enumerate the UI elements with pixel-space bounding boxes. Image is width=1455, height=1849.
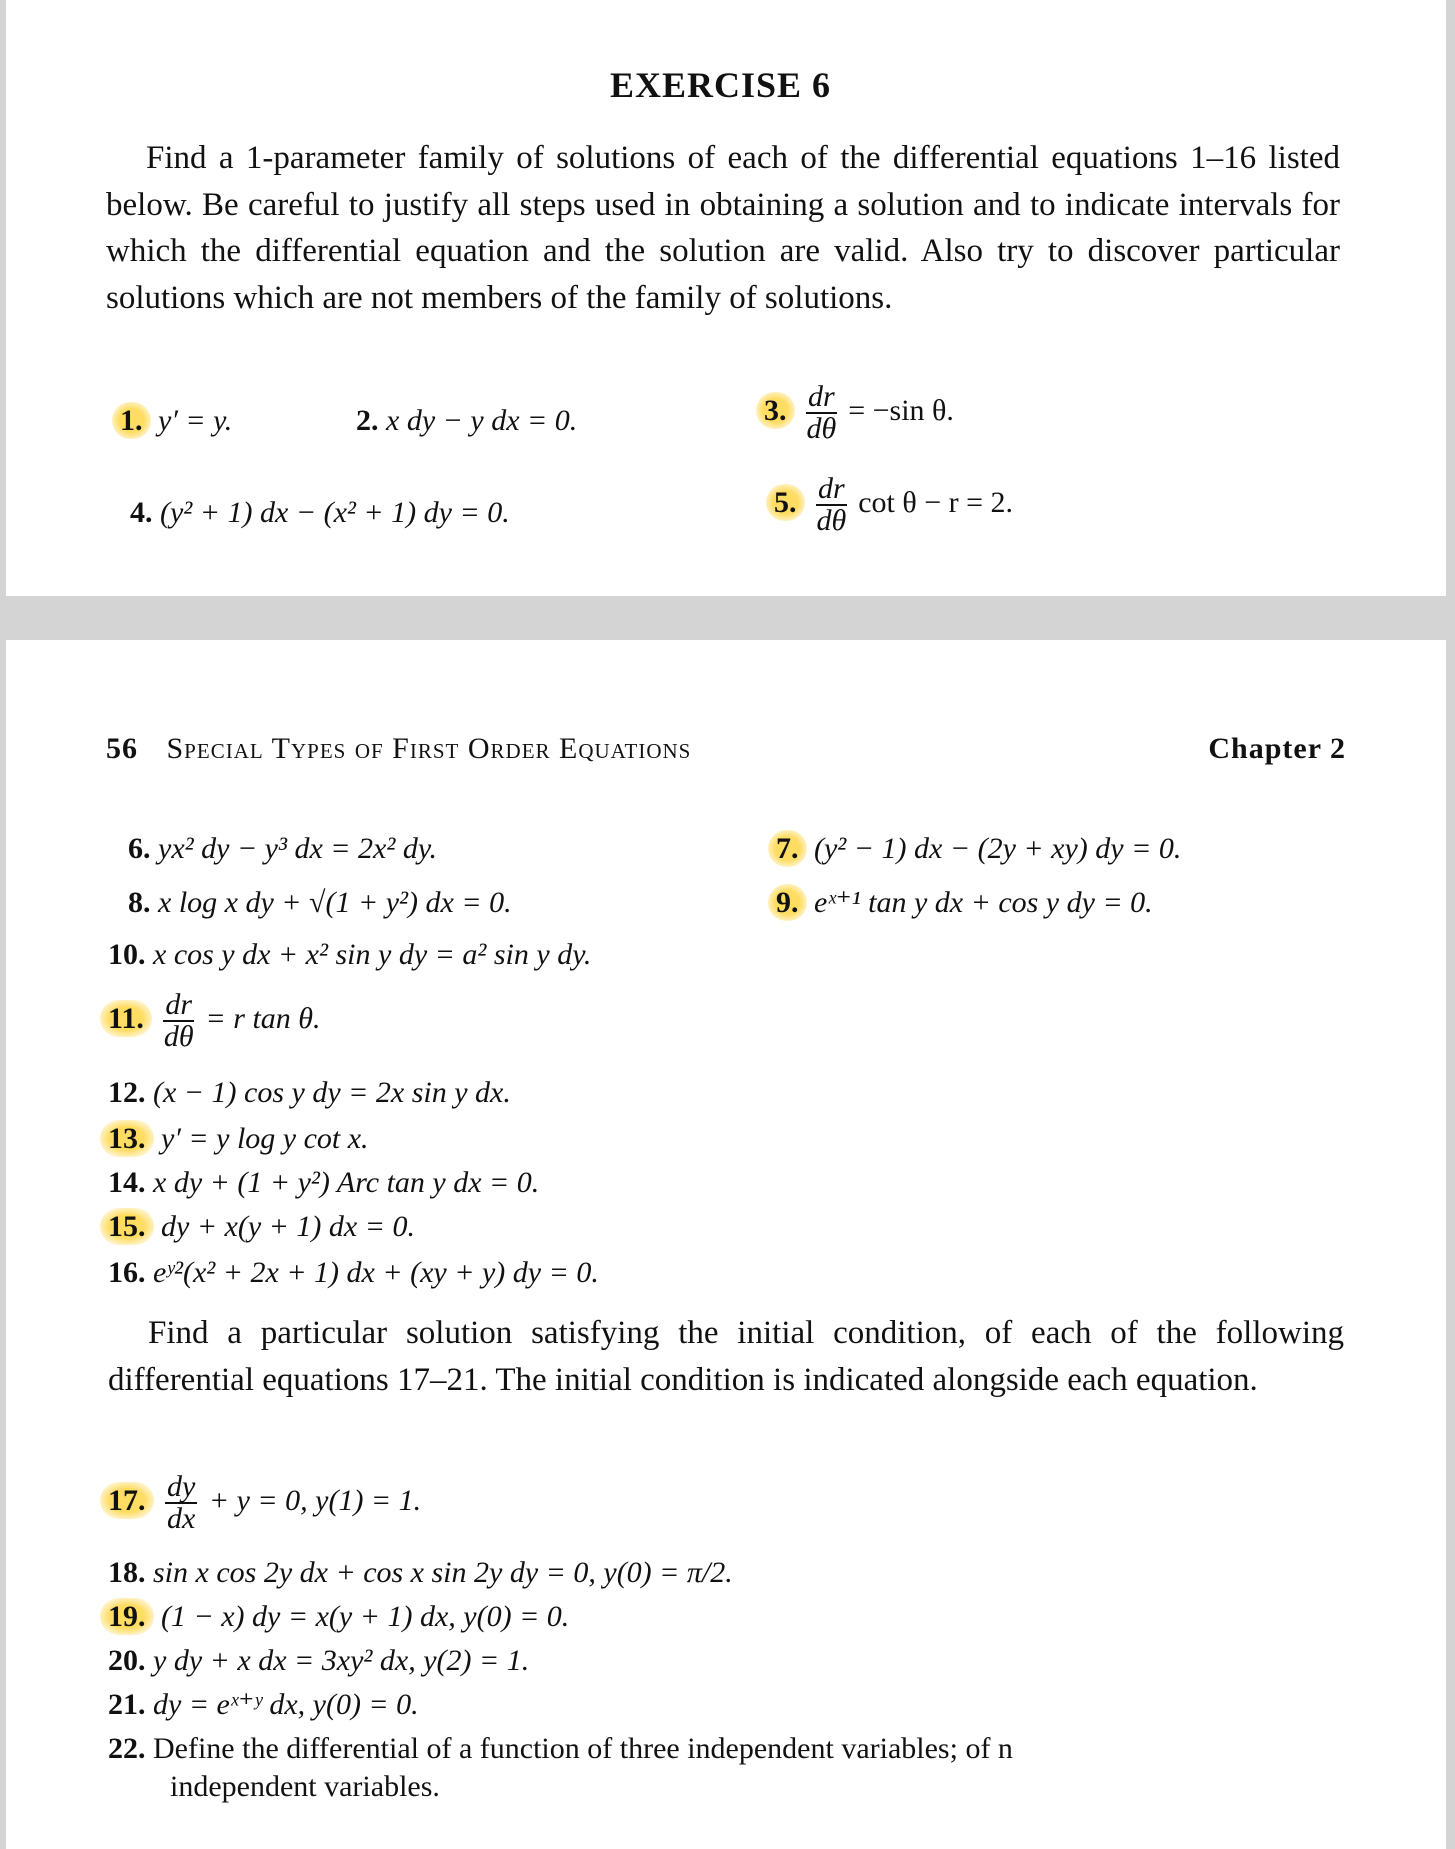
problem-number: 5.: [766, 484, 805, 521]
instructions-paragraph: [106, 135, 1340, 321]
initial-condition-text: Find a particular solution satisfying the initial condition, of each of the following differential equations 17–21. The initial condition is indicated alongside each equation.: [108, 1315, 1344, 1398]
question-text-line2: independent variables.: [170, 1770, 440, 1803]
equation: = r tan θ.: [205, 1001, 321, 1035]
problem-12: [108, 1074, 511, 1112]
problem-22: [108, 1730, 1013, 1768]
problem-number: 8.: [128, 886, 151, 919]
chapter-label: [1208, 732, 1346, 766]
problem-number: 7.: [768, 830, 807, 867]
problem-number: 20.: [108, 1644, 146, 1677]
denominator: dθ: [816, 504, 847, 537]
top-page: [6, 0, 1446, 596]
problem-17: [108, 1472, 421, 1534]
equation: x cos y dx + x² sin y dy = a² sin y dy.: [153, 938, 592, 971]
derivative-fraction: [165, 1472, 197, 1534]
problem-number: 21.: [108, 1688, 146, 1721]
problem-14: [108, 1164, 539, 1202]
problem-2: [356, 402, 577, 440]
problem-number: 6.: [128, 832, 151, 865]
equation: x log x dy + √(1 + y²) dx = 0.: [158, 886, 512, 919]
equation: (y² + 1) dx − (x² + 1) dy = 0.: [160, 496, 510, 529]
denominator: dx: [167, 1502, 196, 1535]
instructions-text: Find a 1-parameter family of solutions of each of the differential equations 1–16 listed below. Be careful to justify all steps used in obtaining a solution and to indicate intervals for which the differential equation and the solution are valid. Also try to discover particular solutions which are not members of the family of solutions.: [106, 140, 1340, 316]
problem-number: 11.: [100, 1000, 152, 1037]
equation: sin x cos 2y dx + cos x sin 2y dy = 0, y(0) = π/2.: [153, 1556, 733, 1589]
problem-number: 4.: [130, 496, 153, 529]
problem-number: 14.: [108, 1166, 146, 1199]
problem-9: [776, 884, 1153, 922]
derivative-fraction: [816, 474, 847, 536]
equation: + y = 0, y(1) = 1.: [208, 1483, 422, 1517]
chapter-text: Chapter 2: [1208, 732, 1346, 765]
problem-3: [764, 382, 954, 444]
equation: dy = eˣ⁺ʸ dx, y(0) = 0.: [153, 1688, 419, 1721]
equation: x dy + (1 + y²) Arc tan y dx = 0.: [153, 1166, 540, 1199]
problem-22-continued: [170, 1768, 440, 1806]
equation: (x − 1) cos y dy = 2x sin y dx.: [153, 1076, 511, 1109]
problem-4: [130, 494, 510, 532]
derivative-fraction: [163, 990, 194, 1052]
initial-condition-paragraph: [108, 1310, 1344, 1403]
problem-19: [108, 1598, 569, 1636]
problem-number: 16.: [108, 1256, 146, 1289]
problem-number: 3.: [756, 392, 795, 429]
problem-number: 10.: [108, 938, 146, 971]
problem-number: 1.: [112, 402, 151, 439]
numerator: dr: [165, 988, 193, 1021]
equation: y′ = y log y cot x.: [161, 1122, 369, 1155]
equation: yx² dy − y³ dx = 2x² dy.: [158, 832, 438, 865]
derivative-fraction: [806, 382, 837, 444]
problem-16: [108, 1254, 599, 1292]
equation: (1 − x) dy = x(y + 1) dx, y(0) = 0.: [161, 1600, 570, 1633]
equation: eʸ²(x² + 2x + 1) dx + (xy + y) dy = 0.: [153, 1256, 599, 1289]
problem-number: 18.: [108, 1556, 146, 1589]
problem-20: [108, 1642, 529, 1680]
problem-number: 9.: [768, 884, 807, 921]
question-text: Define the differential of a function of three independent variables; of n: [153, 1732, 1013, 1765]
denominator: dθ: [806, 412, 837, 445]
problem-15: [108, 1208, 415, 1246]
equation: cot θ − r = 2.: [858, 485, 1014, 519]
problem-10: [108, 936, 591, 974]
running-title: Special Types of First Order Equations: [166, 732, 692, 765]
problem-5: [774, 474, 1013, 536]
equation: = −sin θ.: [848, 393, 954, 427]
problem-11: [108, 990, 321, 1052]
problem-1: [120, 402, 232, 440]
numerator: dr: [818, 472, 845, 505]
problem-number: 19.: [100, 1598, 154, 1635]
exercise-title: EXERCISE 6: [610, 65, 832, 105]
problem-number: 17.: [100, 1482, 154, 1519]
problem-number: 15.: [100, 1208, 154, 1245]
problem-number: 13.: [100, 1120, 154, 1157]
equation: eˣ⁺¹ tan y dx + cos y dy = 0.: [814, 886, 1153, 919]
equation: (y² − 1) dx − (2y + xy) dy = 0.: [814, 832, 1182, 865]
numerator: dr: [808, 380, 835, 413]
page-number: 56: [106, 732, 138, 765]
running-header: [106, 732, 691, 766]
problem-21: [108, 1686, 419, 1724]
problem-6: [128, 830, 437, 868]
problem-number: 22.: [108, 1732, 146, 1765]
equation: y′ = y.: [158, 404, 233, 437]
equation: y dy + x dx = 3xy² dx, y(2) = 1.: [153, 1644, 530, 1677]
denominator: dθ: [163, 1020, 194, 1053]
problem-18: [108, 1554, 733, 1592]
equation: x dy − y dx = 0.: [386, 404, 578, 437]
numerator: dy: [167, 1470, 196, 1503]
problem-number: 12.: [108, 1076, 146, 1109]
problem-number: 2.: [356, 404, 379, 437]
problem-7: [776, 830, 1181, 868]
bottom-page: [6, 640, 1446, 1849]
equation: dy + x(y + 1) dx = 0.: [161, 1210, 415, 1243]
problem-8: [128, 884, 512, 922]
problem-13: [108, 1120, 369, 1158]
